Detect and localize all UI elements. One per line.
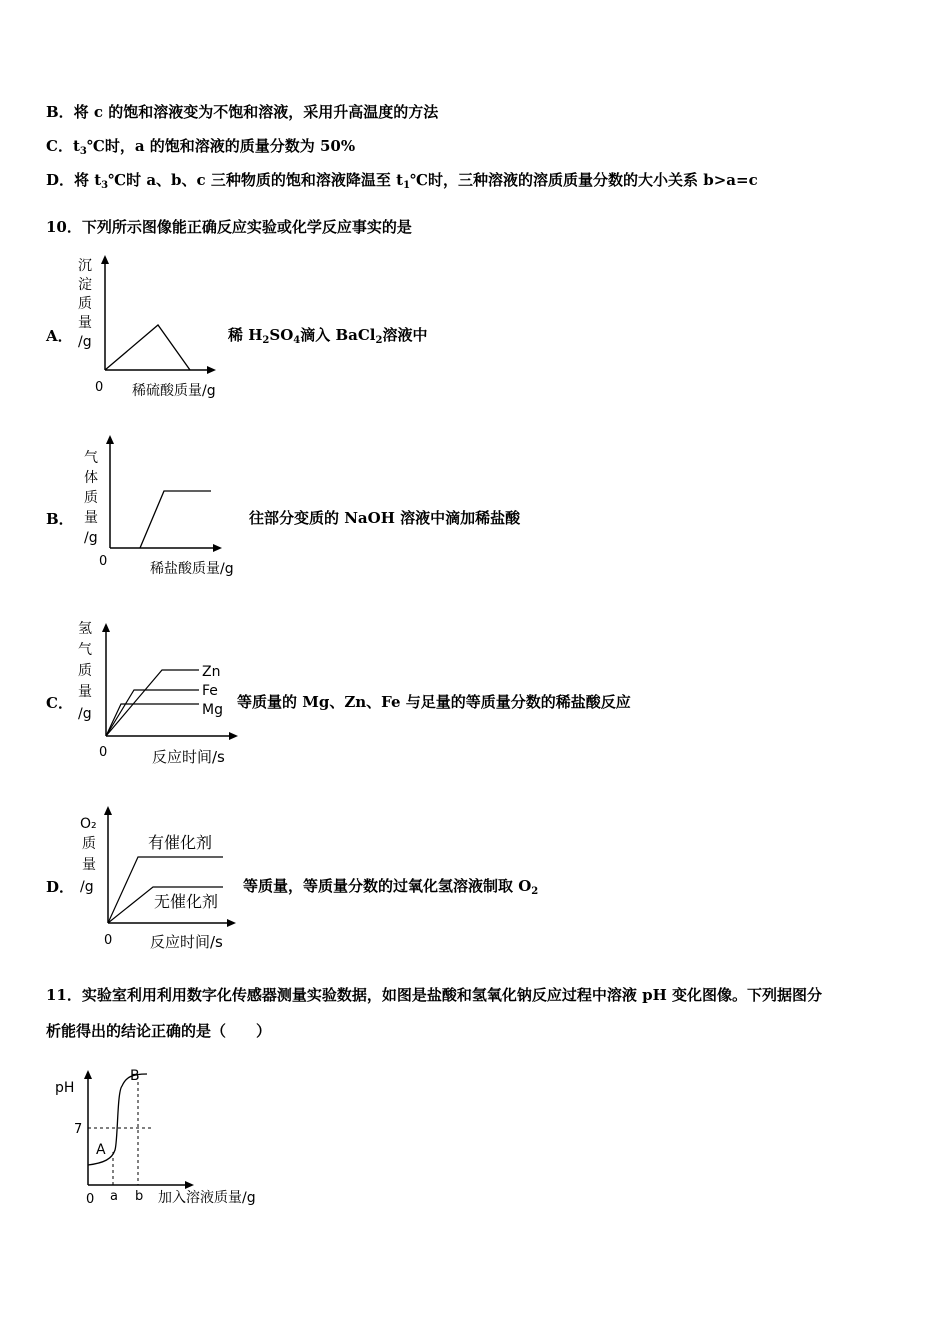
q9-option-d bbox=[46, 170, 758, 196]
q10-option-b-caption bbox=[249, 508, 520, 528]
caption-c-1: 等质量的 Mg、Zn、Fe 与足量的等质量分数的稀盐酸反应 bbox=[237, 693, 631, 711]
graph-d-ylabel-2: 质 bbox=[82, 836, 96, 852]
graph-b-curve bbox=[140, 491, 211, 548]
q10-option-c-caption bbox=[237, 692, 631, 712]
caption-a-sub-1: 2 bbox=[262, 335, 270, 346]
graph-d-label-catalyst: 有催化剂 bbox=[148, 833, 213, 852]
graph-b-ylabel-5: /g bbox=[84, 530, 98, 546]
caption-a-1: 稀 H bbox=[228, 326, 263, 344]
graph-a-curve bbox=[105, 325, 190, 370]
graph-d-ylabel-4: /g bbox=[80, 879, 94, 895]
graph-b-origin: 0 bbox=[99, 554, 108, 569]
q10-option-d-caption bbox=[243, 876, 538, 902]
graph-b-x-arrow bbox=[213, 544, 222, 552]
graph-d-ylabel-1: O₂ bbox=[80, 816, 97, 832]
q9-option-d-sub-1: 3 bbox=[101, 180, 109, 191]
graph-d-curve-catalyst bbox=[108, 857, 223, 923]
graph-a-y-arrow bbox=[101, 255, 109, 264]
graph-d-xlabel: 反应时间/s bbox=[150, 933, 223, 951]
q9-option-c-text-2: ℃时，a 的饱和溶液的质量分数为 50% bbox=[86, 137, 356, 155]
q10-graph-b bbox=[78, 430, 248, 580]
graph-a-xlabel: 稀硫酸质量/g bbox=[132, 383, 216, 399]
q9-option-d-sub-2: 1 bbox=[403, 180, 411, 191]
q9-option-c-text-1: C．t bbox=[46, 137, 80, 155]
caption-d-1: 等质量，等质量分数的过氧化氢溶液制取 O bbox=[243, 877, 532, 895]
q10-option-b-label: B． bbox=[46, 510, 74, 528]
graph-c-ylabel-2: 气 bbox=[78, 642, 92, 658]
graph-a-ylabel bbox=[78, 258, 92, 350]
graph-a-x-arrow bbox=[207, 366, 216, 374]
q9-option-d-text-1: D．将 t bbox=[46, 171, 102, 189]
q11-origin: 0 bbox=[86, 1192, 95, 1207]
graph-c-ylabel-5: /g bbox=[78, 706, 92, 722]
graph-b-xlabel: 稀盐酸质量/g bbox=[150, 561, 234, 577]
caption-a-2: SO bbox=[269, 326, 294, 344]
graph-d-x-arrow bbox=[227, 919, 236, 927]
q11-xlabel: 加入溶液质量/g bbox=[158, 1190, 256, 1206]
q11-x-arrow bbox=[185, 1181, 194, 1189]
q11-y-arrow bbox=[84, 1070, 92, 1079]
graph-c-xlabel: 反应时间/s bbox=[152, 748, 225, 766]
q10-graph-d bbox=[78, 803, 248, 953]
graph-c-curve-fe bbox=[106, 690, 199, 736]
graph-a-origin: 0 bbox=[95, 380, 104, 395]
q9-option-b-text: B．将 c 的饱和溶液变为不饱和溶液，采用升高温度的方法 bbox=[46, 103, 439, 121]
q11-ytick-7: 7 bbox=[74, 1122, 83, 1137]
graph-b-ylabel-4: 量 bbox=[84, 510, 98, 526]
q11-stem-line1: 11．实验室利用利用数字化传感器测量实验数据，如图是盐酸和氢氧化钠反应过程中溶液 pH 变化图像。下列据图分 bbox=[46, 986, 822, 1004]
graph-c-label-mg: Mg bbox=[202, 702, 223, 718]
graph-d-y-arrow bbox=[104, 806, 112, 815]
graph-c-ylabel-3: 质 bbox=[78, 663, 92, 679]
graph-c-ylabel-1: 氢 bbox=[78, 621, 92, 637]
q9-option-c-sub: 3 bbox=[79, 146, 87, 157]
graph-c-x-arrow bbox=[229, 732, 238, 740]
graph-a-ylabel-3: 质 bbox=[78, 296, 92, 312]
graph-d-label-no-catalyst: 无催化剂 bbox=[154, 892, 219, 911]
graph-a-ylabel-2: 淀 bbox=[78, 277, 92, 293]
graph-d-ylabel bbox=[80, 816, 97, 895]
graph-a-ylabel-1: 沉 bbox=[78, 258, 92, 274]
graph-c-y-arrow bbox=[102, 623, 110, 632]
q10-option-a-label: A． bbox=[46, 327, 73, 345]
caption-a-3: 滴入 BaCl bbox=[300, 326, 376, 344]
q11-xtick-b: b bbox=[135, 1189, 144, 1204]
graph-c-label-zn: Zn bbox=[202, 664, 221, 680]
graph-b-y-arrow bbox=[106, 435, 114, 444]
q10-option-a-caption bbox=[228, 325, 428, 351]
q10-stem: 10．下列所示图像能正确反应实验或化学反应事实的是 bbox=[46, 218, 412, 236]
q11-point-a: A bbox=[96, 1142, 106, 1158]
graph-b-ylabel-1: 气 bbox=[84, 450, 98, 466]
q11-point-b: B bbox=[130, 1068, 140, 1084]
graph-b-ylabel-2: 体 bbox=[84, 470, 98, 486]
q10-graph-a bbox=[70, 255, 230, 405]
graph-d-origin: 0 bbox=[104, 933, 113, 948]
graph-a-ylabel-5: /g bbox=[78, 334, 92, 350]
caption-d-sub: 2 bbox=[531, 886, 539, 897]
q11-stem-line2: 析能得出的结论正确的是（ ） bbox=[46, 1022, 272, 1040]
q9-option-d-text-3: ℃时，三种溶液的溶质质量分数的大小关系 b>a=c bbox=[410, 171, 758, 189]
caption-a-sub-2: 4 bbox=[293, 335, 301, 346]
graph-c-origin: 0 bbox=[99, 745, 108, 760]
q11-ph-graph bbox=[52, 1062, 292, 1212]
caption-a-sub-3: 2 bbox=[375, 335, 383, 346]
caption-b-1: 往部分变质的 NaOH 溶液中滴加稀盐酸 bbox=[249, 509, 521, 527]
graph-c-curve-zn bbox=[106, 670, 199, 736]
graph-b-ylabel bbox=[84, 450, 98, 546]
graph-c-ylabel-4: 量 bbox=[78, 684, 92, 700]
q9-option-c bbox=[46, 136, 355, 162]
q11-xtick-a: a bbox=[110, 1189, 118, 1204]
caption-a-4: 溶液中 bbox=[382, 326, 428, 344]
q11-ylabel: pH bbox=[55, 1080, 75, 1096]
q10-option-d-label: D． bbox=[46, 878, 75, 896]
q9-option-b bbox=[46, 102, 438, 122]
graph-c-label-fe: Fe bbox=[202, 683, 218, 699]
q10-graph-c bbox=[74, 618, 244, 768]
graph-b-ylabel-3: 质 bbox=[84, 490, 98, 506]
graph-a-ylabel-4: 量 bbox=[78, 315, 92, 331]
q10-option-c-label: C． bbox=[46, 694, 73, 712]
q9-option-d-text-2: ℃时 a、b、c 三种物质的饱和溶液降温至 t bbox=[108, 171, 404, 189]
graph-c-ylabel bbox=[78, 621, 92, 722]
graph-d-ylabel-3: 量 bbox=[82, 857, 96, 873]
